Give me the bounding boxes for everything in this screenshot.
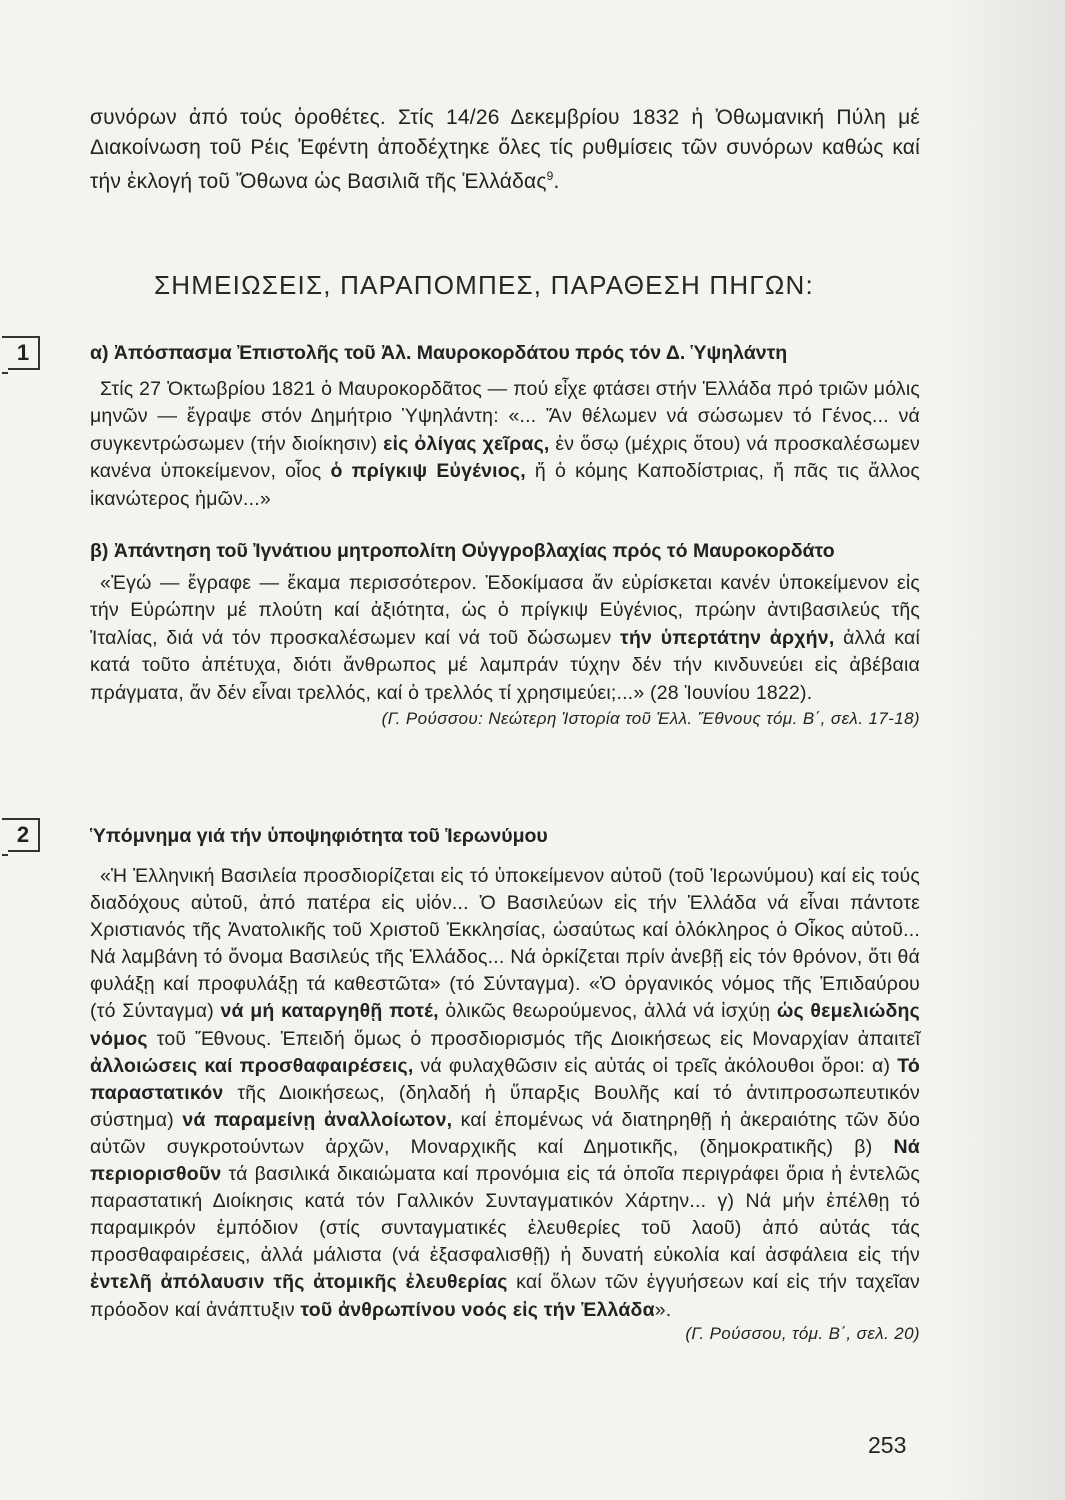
top-paragraph-end: . <box>553 170 560 193</box>
section-2-title: Ὑπόμνημα γιά τήν ὑποψηφιότητα τοῦ Ἱερωνύμου <box>90 825 548 847</box>
section-heading: ΣΗΜΕΙΩΣΕΙΣ, ΠΑΡΑΠΟΜΠΕΣ, ΠΑΡΑΘΕΣΗ ΠΗΓΩΝ: <box>154 270 814 300</box>
section-a <box>90 340 920 513</box>
section-b-citation: (Γ. Ρούσσου: Νεώτερη Ἱστορία τοῦ Ἑλλ. Ἔθνους τόμ. Β΄, σελ. 17-18) <box>381 709 920 729</box>
page-number: 253 <box>868 1432 907 1458</box>
section-2 <box>90 823 920 1344</box>
footnote-ref: 9 <box>546 169 554 183</box>
section-a-title: α) Ἀπόσπασμα Ἐπιστολῆς τοῦ Ἀλ. Μαυροκορδάτου πρός τόν Δ. Ὑψηλάντη <box>90 342 788 364</box>
section-a-body: Στίς 27 Ὀκτωβρίου 1821 ὁ Μαυροκορδᾶτος — πού εἶχε φτάσει στήν Ἑλλάδα πρό τριῶν μόλις μηνῶν — ἔγραψε στόν Δημήτριο Ὑψηλάντη: «... Ἄν θέλωμεν νά σώσωμεν τό Γένος... νά συγκεντρώσωμεν (τήν διοίκησιν) εἰς ὀλίγας χεῖρας, ἐν ὅσῳ (μέχρις ὅτου) νά προσκαλέσωμεν κανένα ὑποκείμενον, οἷος ὁ πρίγκιψ Εὐγένιος, ἤ ὁ κόμης Καποδίστριας, ἤ πᾶς τις ἄλλος ἱκανώτερος ἡμῶν...» <box>90 378 920 510</box>
section-b-body: «Ἐγώ — ἔγραφε — ἔκαμα περισσότερον. Ἐδοκίμασα ἄν εὑρίσκεται κανέν ὑποκείμενον εἰς τήν Εὐρώπην μέ πλούτη καί ἀξιότητα, ὡς ὁ πρίγκιψ Εὐγένιος, πρώην ἀντιβασιλεύς τῆς Ἰταλίας, διά νά τόν προσκαλέσωμεν καί νά τοῦ δώσωμεν τήν ὑπερτάτην ἀρχήν, ἀλλά καί κατά τοῦτο ἀπέτυχα, διότι ἄνθρωπος μέ λαμπράν τύχην δέν τήν κινδυνεύει εἰς ἀβέβαια πράγματα, ἄν δέν εἶναι τρελλός, καί ὁ τρελλός τί χρησιμεύει;...» (28 Ἰουνίου 1822). <box>90 572 920 704</box>
page-edge-shadow <box>945 0 1065 1500</box>
top-paragraph <box>90 103 920 197</box>
section-2-body: «Ἡ Ἑλληνική Βασιλεία προσδιορίζεται εἰς τό ὑποκείμενον αὐτοῦ (τοῦ Ἱερωνύμου) καί εἰς τούς διαδόχους αὐτοῦ, ἀπό πατέρα εἰς υἱόν... Ὁ Βασιλεύων εἰς τήν Ἑλλάδα νά εἶναι πάντοτε Χριστιανός τῆς Ἀνατολικῆς τοῦ Χριστοῦ Ἐκκλησίας, ὡσαύτως καί ὁλόκληρος ὁ Οἶκος αὐτοῦ... Νά λαμβάνη τό ὄνομα Βασιλεύς τῆς Ἑλλάδος... Νά ὁρκίζεται πρίν ἀνεβῇ εἰς τόν θρόνον, ὅτι θά φυλάξῃ καί προφυλάξῃ τά καθεστῶτα» (τό Σύνταγμα). «Ὁ ὀργανικός νόμος τῆς Ἐπιδαύρου (τό Σύνταγμα) νά μή καταργηθῇ ποτέ, ὁλικῶς θεωρούμενος, ἀλλά νά ἰσχύῃ ὡς θεμελιώδης νόμος τοῦ Ἔθνους. Ἐπειδή ὅμως ὁ προσδιορισμός τῆς Διοικήσεως εἰς Μοναρχίαν ἀπαιτεῖ ἀλλοιώσεις καί προσθαφαιρέσεις, νά φυλαχθῶσιν εἰς αὐτάς οἱ τρεῖς ἀκόλουθοι ὅροι: α) Τό παραστατικόν τῆς Διοικήσεως, (δηλαδή ἡ ὕπαρξις Βουλῆς καί τό ἀντιπροσωπευτικόν σύστημα) νά παραμείνῃ ἀναλλοίωτον, καί ἐπομένως νά διατηρηθῇ ἡ ἀκεραιότης τῶν δύο αὐτῶν συγκροτούντων ἀρχῶν, Μοναρχικῆς καί Δημοτικῆς, (δημοκρατικῆς) β) Νά περιορισθοῦν τά βασιλικά δικαιώματα καί προνόμια εἰς τά ὁποῖα περιγράφει ὅρια ἡ ἐντελῶς παραστατική Διοίκησις κατά τόν Γαλλικόν Συνταγματικόν Χάρτην... γ) Νά μήν ἐπέλθῃ τό παραμικρόν ἐμπόδιον (στίς συνταγματικές ἐλευθερίες τοῦ λαοῦ) ἀπό αὐτάς τάς προσθαφαιρέσεις, ἀλλά μάλιστα (νά ἐξασφαλισθῇ) ἡ δυνατή εὐκολία καί ἀσφάλεια εἰς τήν ἐντελῆ ἀπόλαυσιν τῆς ἀτομικῆς ἐλευθερίας καί ὅλων τῶν ἐγγυήσεων καί εἰς τήν ταχεῖαν πρόοδον καί ἀνάπτυξιν τοῦ ἀνθρωπίνου νοός εἰς τήν Ἑλλάδα». <box>90 865 920 1321</box>
section-b-title: β) Ἀπάντηση τοῦ Ἰγνάτιου μητροπολίτη Οὐγγροβλαχίας πρός τό Μαυροκορδάτο <box>90 540 835 562</box>
marker-box-1: 1 <box>8 336 40 370</box>
section-b <box>90 538 920 729</box>
marker-box-2: 2 <box>8 818 40 852</box>
section-2-citation: (Γ. Ρούσσου, τόμ. Β΄, σελ. 20) <box>685 1323 920 1343</box>
top-paragraph-text: συνόρων ἀπό τούς ὁροθέτες. Στίς 14/26 Δεκεμβρίου 1832 ἡ Ὀθωμανική Πύλη μέ Διακοίνωση τοῦ Ρέις Ἐφέντη ἀποδέχτηκε ὅλες τίς ρυθμίσεις τῶν συνόρων καθώς καί τήν ἐκλογή τοῦ Ὄθωνα ὡς Βασιλιᾶ τῆς Ἑλλάδας <box>90 106 920 193</box>
